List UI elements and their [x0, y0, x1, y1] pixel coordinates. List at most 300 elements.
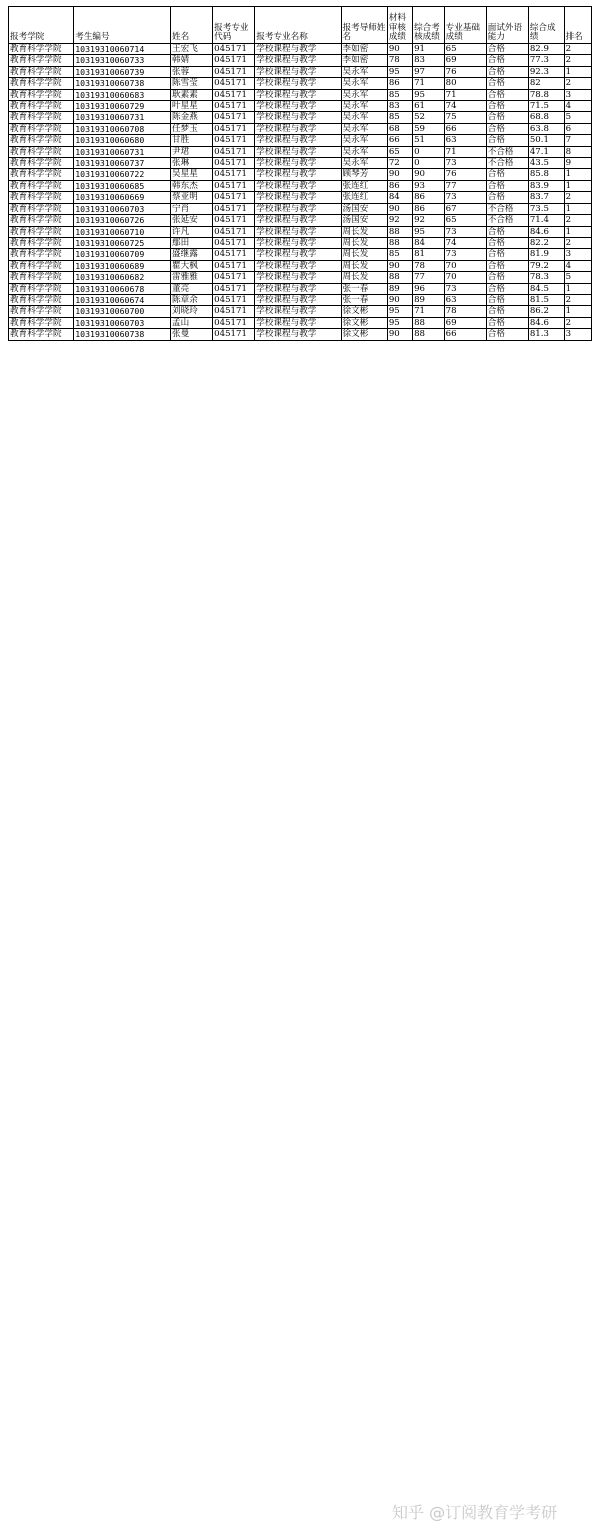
table-cell: 学校课程与教学 — [255, 192, 341, 203]
table-cell: 教育科学学院 — [9, 180, 74, 191]
table-cell: 吴永军 — [341, 78, 387, 89]
table-cell: 合格 — [486, 66, 528, 77]
table-cell: 73 — [444, 226, 486, 237]
table-cell: 68 — [387, 123, 412, 134]
table-cell: 4 — [564, 101, 591, 112]
table-cell: 90 — [387, 44, 412, 55]
table-cell: 045171 — [213, 215, 255, 226]
table-cell: 教育科学学院 — [9, 226, 74, 237]
table-cell: 许凡 — [171, 226, 213, 237]
table-cell: 教育科学学院 — [9, 317, 74, 328]
table-cell: 张一春 — [341, 294, 387, 305]
table-cell: 教育科学学院 — [9, 215, 74, 226]
table-cell: 不合格 — [486, 215, 528, 226]
table-cell: 瞿大枫 — [171, 260, 213, 271]
table-cell: 合格 — [486, 123, 528, 134]
table-cell: 学校课程与教学 — [255, 101, 341, 112]
table-cell: 045171 — [213, 249, 255, 260]
table-cell: 吴永军 — [341, 112, 387, 123]
table-cell: 合格 — [486, 112, 528, 123]
table-cell: 不合格 — [486, 203, 528, 214]
table-cell: 合格 — [486, 306, 528, 317]
table-cell: 学校课程与教学 — [255, 260, 341, 271]
table-cell: 学校课程与教学 — [255, 78, 341, 89]
table-row — [9, 192, 592, 203]
table-cell: 尹珺 — [171, 146, 213, 157]
table-cell: 10319310060678 — [74, 283, 171, 294]
table-cell: 鄢田 — [171, 237, 213, 248]
table-cell: 71.5 — [528, 101, 564, 112]
table-cell: 10319310060669 — [74, 192, 171, 203]
table-cell: 045171 — [213, 158, 255, 169]
table-cell: 1 — [564, 203, 591, 214]
table-cell: 92 — [413, 215, 445, 226]
table-cell: 张蓉 — [171, 66, 213, 77]
table-cell: 78 — [413, 260, 445, 271]
table-cell: 045171 — [213, 78, 255, 89]
table-cell: 合格 — [486, 283, 528, 294]
table-cell: 教育科学学院 — [9, 260, 74, 271]
table-cell: 学校课程与教学 — [255, 329, 341, 340]
table-cell: 63.8 — [528, 123, 564, 134]
table-cell: 73 — [444, 283, 486, 294]
table-row — [9, 329, 592, 340]
table-cell: 95 — [413, 89, 445, 100]
table-cell: 78.3 — [528, 272, 564, 283]
table-cell: 84.5 — [528, 283, 564, 294]
table-cell: 81.5 — [528, 294, 564, 305]
table-cell: 1 — [564, 180, 591, 191]
table-row — [9, 158, 592, 169]
table-cell: 7 — [564, 135, 591, 146]
table-cell: 73 — [444, 158, 486, 169]
table-cell: 刘晓玲 — [171, 306, 213, 317]
table-cell: 10319310060737 — [74, 158, 171, 169]
table-cell: 045171 — [213, 329, 255, 340]
table-cell: 83.7 — [528, 192, 564, 203]
table-cell: 83 — [413, 55, 445, 66]
table-cell: 045171 — [213, 317, 255, 328]
table-cell: 合格 — [486, 180, 528, 191]
table-cell: 045171 — [213, 135, 255, 146]
table-cell: 82 — [528, 78, 564, 89]
table-cell: 教育科学学院 — [9, 329, 74, 340]
table-cell: 吴永军 — [341, 135, 387, 146]
table-cell: 教育科学学院 — [9, 78, 74, 89]
table-cell: 蔡亚明 — [171, 192, 213, 203]
table-cell: 71 — [444, 146, 486, 157]
table-cell: 顾琴芳 — [341, 169, 387, 180]
table-cell: 10319310060726 — [74, 215, 171, 226]
table-cell: 学校课程与教学 — [255, 112, 341, 123]
table-row — [9, 112, 592, 123]
table-cell: 045171 — [213, 101, 255, 112]
table-row — [9, 89, 592, 100]
column-header: 考生编号 — [74, 7, 171, 44]
table-cell: 71 — [413, 78, 445, 89]
table-cell: 90 — [387, 203, 412, 214]
table-cell: 95 — [387, 317, 412, 328]
table-cell: 92 — [387, 215, 412, 226]
table-cell: 教育科学学院 — [9, 249, 74, 260]
table-cell: 74 — [444, 237, 486, 248]
table-cell: 84 — [413, 237, 445, 248]
table-cell: 学校课程与教学 — [255, 123, 341, 134]
table-cell: 3 — [564, 329, 591, 340]
table-cell: 90 — [387, 260, 412, 271]
table-cell: 雷雅雅 — [171, 272, 213, 283]
table-cell: 10319310060722 — [74, 169, 171, 180]
table-cell: 合格 — [486, 294, 528, 305]
column-header: 排名 — [564, 7, 591, 44]
table-cell: 045171 — [213, 283, 255, 294]
table-cell: 学校课程与教学 — [255, 203, 341, 214]
table-cell: 045171 — [213, 146, 255, 157]
table-cell: 教育科学学院 — [9, 283, 74, 294]
table-cell: 学校课程与教学 — [255, 55, 341, 66]
table-row — [9, 260, 592, 271]
table-cell: 8 — [564, 146, 591, 157]
table-row — [9, 55, 592, 66]
table-cell: 43.5 — [528, 158, 564, 169]
table-cell: 0 — [413, 146, 445, 157]
table-cell: 81.9 — [528, 249, 564, 260]
table-cell: 周长发 — [341, 249, 387, 260]
table-cell: 67 — [444, 203, 486, 214]
table-row — [9, 66, 592, 77]
table-cell: 65 — [387, 146, 412, 157]
table-cell: 吴永军 — [341, 89, 387, 100]
table-cell: 教育科学学院 — [9, 112, 74, 123]
table-cell: 65 — [444, 215, 486, 226]
table-cell: 2 — [564, 215, 591, 226]
table-cell: 学校课程与教学 — [255, 317, 341, 328]
table-cell: 学校课程与教学 — [255, 237, 341, 248]
table-cell: 张延安 — [171, 215, 213, 226]
table-cell: 教育科学学院 — [9, 55, 74, 66]
table-cell: 任梦玉 — [171, 123, 213, 134]
table-cell: 045171 — [213, 169, 255, 180]
table-cell: 3 — [564, 249, 591, 260]
table-cell: 教育科学学院 — [9, 306, 74, 317]
table-cell: 95 — [413, 226, 445, 237]
table-cell: 李如密 — [341, 55, 387, 66]
column-header: 综合考核成绩 — [413, 7, 445, 44]
table-cell: 韩东杰 — [171, 180, 213, 191]
table-cell: 84 — [387, 192, 412, 203]
table-cell: 周长发 — [341, 237, 387, 248]
results-table — [8, 6, 592, 341]
table-cell: 81.3 — [528, 329, 564, 340]
table-cell: 85 — [387, 89, 412, 100]
table-cell: 88 — [387, 237, 412, 248]
table-cell: 90 — [387, 329, 412, 340]
table-cell: 合格 — [486, 44, 528, 55]
table-cell: 10319310060709 — [74, 249, 171, 260]
table-row — [9, 249, 592, 260]
table-row — [9, 123, 592, 134]
table-cell: 2 — [564, 78, 591, 89]
table-cell: 5 — [564, 112, 591, 123]
table-row — [9, 44, 592, 55]
table-cell: 合格 — [486, 101, 528, 112]
column-header: 材料审核成绩 — [387, 7, 412, 44]
results-table-page-1 — [8, 6, 592, 341]
table-cell: 徐文彬 — [341, 306, 387, 317]
table-cell: 合格 — [486, 329, 528, 340]
table-cell: 65 — [444, 44, 486, 55]
table-cell: 陈雪莹 — [171, 78, 213, 89]
table-cell: 88 — [387, 272, 412, 283]
table-cell: 69 — [444, 317, 486, 328]
table-cell: 学校课程与教学 — [255, 294, 341, 305]
table-row — [9, 203, 592, 214]
table-cell: 徐文彬 — [341, 317, 387, 328]
table-cell: 045171 — [213, 66, 255, 77]
table-cell: 学校课程与教学 — [255, 146, 341, 157]
table-cell: 1 — [564, 169, 591, 180]
table-cell: 10319310060700 — [74, 306, 171, 317]
table-cell: 045171 — [213, 180, 255, 191]
table-row — [9, 294, 592, 305]
table-cell: 10319310060703 — [74, 317, 171, 328]
table-cell: 10319310060739 — [74, 66, 171, 77]
column-header: 姓名 — [171, 7, 213, 44]
table-cell: 教育科学学院 — [9, 237, 74, 248]
table-cell: 10319310060703 — [74, 203, 171, 214]
table-cell: 73 — [444, 192, 486, 203]
table-cell: 91 — [413, 44, 445, 55]
table-cell: 学校课程与教学 — [255, 66, 341, 77]
table-cell: 77.3 — [528, 55, 564, 66]
table-cell: 合格 — [486, 89, 528, 100]
table-row — [9, 317, 592, 328]
table-cell: 71 — [444, 89, 486, 100]
table-cell: 78.8 — [528, 89, 564, 100]
table-cell: 84.6 — [528, 317, 564, 328]
table-cell: 汤国安 — [341, 215, 387, 226]
table-cell: 10319310060725 — [74, 237, 171, 248]
table-cell: 学校课程与教学 — [255, 169, 341, 180]
table-cell: 76 — [444, 169, 486, 180]
table-cell: 学校课程与教学 — [255, 226, 341, 237]
table-cell: 董亮 — [171, 283, 213, 294]
table-cell: 93 — [413, 180, 445, 191]
table-cell: 2 — [564, 237, 591, 248]
table-cell: 045171 — [213, 123, 255, 134]
header-row — [9, 7, 592, 44]
table-cell: 吴永军 — [341, 146, 387, 157]
table-cell: 张连红 — [341, 192, 387, 203]
table-cell: 学校课程与教学 — [255, 249, 341, 260]
table-cell: 徐文彬 — [341, 329, 387, 340]
table-cell: 79.2 — [528, 260, 564, 271]
table-cell: 教育科学学院 — [9, 169, 74, 180]
table-cell: 80 — [444, 78, 486, 89]
table-cell: 10319310060685 — [74, 180, 171, 191]
table-cell: 教育科学学院 — [9, 158, 74, 169]
column-header: 面试外语能力 — [486, 7, 528, 44]
table-cell: 张连红 — [341, 180, 387, 191]
table-cell: 0 — [413, 158, 445, 169]
table-cell: 汤国安 — [341, 203, 387, 214]
table-cell: 85 — [387, 249, 412, 260]
table-cell: 10319310060708 — [74, 123, 171, 134]
table-cell: 71.4 — [528, 215, 564, 226]
table-cell: 86 — [387, 180, 412, 191]
table-cell: 63 — [444, 294, 486, 305]
table-cell: 66 — [387, 135, 412, 146]
column-header: 报考学院 — [9, 7, 74, 44]
table-cell: 学校课程与教学 — [255, 215, 341, 226]
table-cell: 6 — [564, 123, 591, 134]
table-cell: 2 — [564, 44, 591, 55]
table-cell: 10319310060683 — [74, 89, 171, 100]
table-cell: 叶星星 — [171, 101, 213, 112]
table-cell: 81 — [413, 249, 445, 260]
table-row — [9, 146, 592, 157]
table-cell: 1 — [564, 283, 591, 294]
table-row — [9, 283, 592, 294]
table-cell: 合格 — [486, 226, 528, 237]
table-cell: 85 — [387, 112, 412, 123]
table-cell: 61 — [413, 101, 445, 112]
table-cell: 045171 — [213, 306, 255, 317]
table-row — [9, 272, 592, 283]
table-cell: 92.3 — [528, 66, 564, 77]
table-cell: 73 — [444, 249, 486, 260]
table-cell: 10319310060733 — [74, 55, 171, 66]
table-cell: 学校课程与教学 — [255, 180, 341, 191]
table-cell: 10319310060731 — [74, 146, 171, 157]
table-cell: 045171 — [213, 203, 255, 214]
table-cell: 59 — [413, 123, 445, 134]
table-cell: 51 — [413, 135, 445, 146]
table-cell: 9 — [564, 158, 591, 169]
table-cell: 85.8 — [528, 169, 564, 180]
table-cell: 045171 — [213, 89, 255, 100]
table-cell: 学校课程与教学 — [255, 306, 341, 317]
column-header: 专业基础成绩 — [444, 7, 486, 44]
table-cell: 教育科学学院 — [9, 272, 74, 283]
table-cell: 63 — [444, 135, 486, 146]
table-cell: 学校课程与教学 — [255, 158, 341, 169]
table-cell: 10319310060729 — [74, 101, 171, 112]
table-cell: 86 — [387, 78, 412, 89]
table-cell: 学校课程与教学 — [255, 89, 341, 100]
table-cell: 045171 — [213, 226, 255, 237]
table-cell: 52 — [413, 112, 445, 123]
table-cell: 95 — [387, 66, 412, 77]
table-cell: 66 — [444, 329, 486, 340]
table-cell: 10319310060738 — [74, 78, 171, 89]
table-cell: 合格 — [486, 192, 528, 203]
table-cell: 合格 — [486, 260, 528, 271]
table-cell: 045171 — [213, 192, 255, 203]
table-cell: 耿素素 — [171, 89, 213, 100]
table-cell: 吴永军 — [341, 158, 387, 169]
table-cell: 吴永军 — [341, 123, 387, 134]
table-cell: 69 — [444, 55, 486, 66]
table-cell: 90 — [413, 169, 445, 180]
table-cell: 95 — [387, 306, 412, 317]
table-cell: 教育科学学院 — [9, 192, 74, 203]
table-cell: 合格 — [486, 237, 528, 248]
table-cell: 73.5 — [528, 203, 564, 214]
table-cell: 77 — [444, 180, 486, 191]
table-cell: 韩婧 — [171, 55, 213, 66]
table-cell: 2 — [564, 55, 591, 66]
table-cell: 84.6 — [528, 226, 564, 237]
column-header: 综合成绩 — [528, 7, 564, 44]
table-cell: 50.1 — [528, 135, 564, 146]
table-cell: 合格 — [486, 169, 528, 180]
table-row — [9, 78, 592, 89]
table-cell: 合格 — [486, 135, 528, 146]
table-cell: 学校课程与教学 — [255, 283, 341, 294]
table-cell: 10319310060689 — [74, 260, 171, 271]
table-cell: 83 — [387, 101, 412, 112]
table-cell: 89 — [387, 283, 412, 294]
table-row — [9, 226, 592, 237]
table-cell: 045171 — [213, 237, 255, 248]
table-cell: 77 — [413, 272, 445, 283]
table-cell: 李如密 — [341, 44, 387, 55]
table-cell: 5 — [564, 272, 591, 283]
table-cell: 教育科学学院 — [9, 66, 74, 77]
table-row — [9, 306, 592, 317]
table-cell: 1 — [564, 66, 591, 77]
table-cell: 78 — [444, 306, 486, 317]
table-cell: 2 — [564, 294, 591, 305]
table-cell: 82.2 — [528, 237, 564, 248]
table-cell: 66 — [444, 123, 486, 134]
table-cell: 88 — [413, 317, 445, 328]
table-cell: 教育科学学院 — [9, 123, 74, 134]
table-cell: 045171 — [213, 260, 255, 271]
table-cell: 教育科学学院 — [9, 135, 74, 146]
table-cell: 78 — [387, 55, 412, 66]
table-cell: 吴永军 — [341, 101, 387, 112]
table-cell: 学校课程与教学 — [255, 135, 341, 146]
table-row — [9, 135, 592, 146]
table-cell: 89 — [413, 294, 445, 305]
table-cell: 教育科学学院 — [9, 101, 74, 112]
table-cell: 1 — [564, 226, 591, 237]
table-cell: 盛继露 — [171, 249, 213, 260]
table-cell: 教育科学学院 — [9, 44, 74, 55]
table-cell: 1 — [564, 306, 591, 317]
table-cell: 孟山 — [171, 317, 213, 328]
table-cell: 045171 — [213, 44, 255, 55]
table-cell: 045171 — [213, 112, 255, 123]
watermark: 知乎 @订阅教育学考研 — [392, 1503, 558, 1522]
table-cell: 教育科学学院 — [9, 203, 74, 214]
table-cell: 2 — [564, 192, 591, 203]
table-cell: 96 — [413, 283, 445, 294]
table-cell: 72 — [387, 158, 412, 169]
table-cell: 82.9 — [528, 44, 564, 55]
table-cell: 10319310060680 — [74, 135, 171, 146]
table-cell: 合格 — [486, 249, 528, 260]
table-cell: 70 — [444, 272, 486, 283]
table-cell: 不合格 — [486, 158, 528, 169]
table-row — [9, 215, 592, 226]
table-cell: 88 — [387, 226, 412, 237]
table-cell: 张曼 — [171, 329, 213, 340]
table-cell: 不合格 — [486, 146, 528, 157]
column-header: 报考专业代码 — [213, 7, 255, 44]
